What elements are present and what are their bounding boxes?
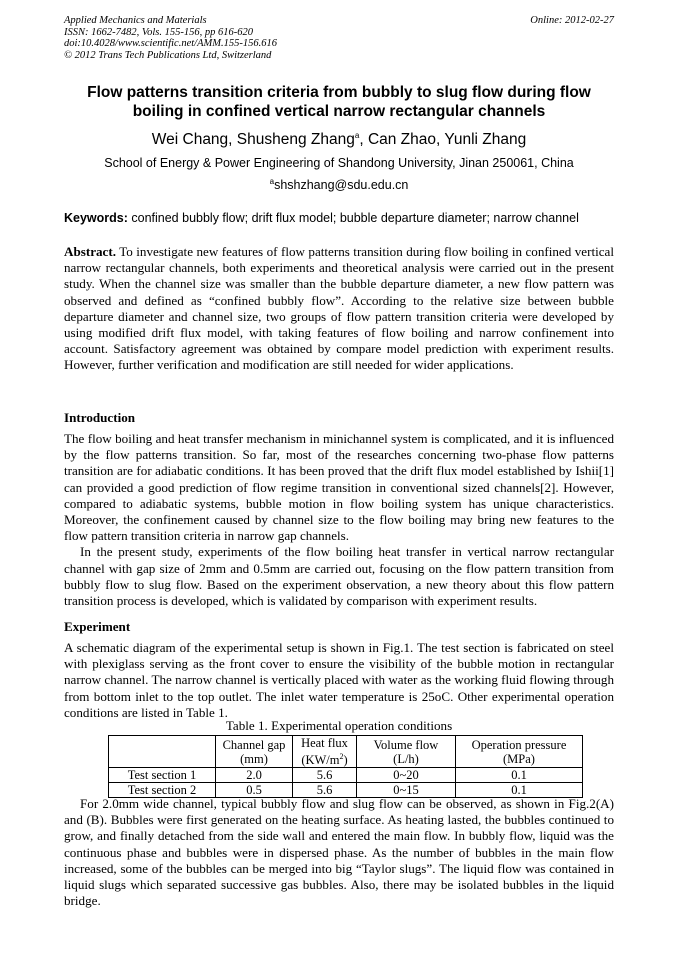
header-cell: Operation pressure (MPa)	[456, 736, 583, 768]
introduction-section	[64, 410, 614, 609]
table-header-row	[109, 736, 583, 768]
table-caption: Table 1. Experimental operation conditions	[225, 718, 453, 733]
section-heading: Experiment	[64, 619, 131, 634]
author: Shusheng Zhang	[236, 131, 355, 149]
affiliation-mark: a	[269, 177, 275, 186]
paragraph: The flow boiling and heat transfer mechanism in minichannel system is complicated, and it is influenced by the flow patterns transition. So far, most of the researches concerning two-phase flow patterns transition are for adiabatic conditions. It has been proved that the drift flux model established by Ishii[1] can provided a good prediction of flow regime transition in conventional sized channels[2]. However, compared to adiabatic systems, bubble motion in flow boiling system has unique characteristics. Moreover, the confinement caused by channel size to the flow boiling may bring new features to the flow pattern transition criteria in narrow gap channels.	[64, 431, 614, 544]
experiment-continued	[64, 796, 614, 909]
paragraph: For 2.0mm wide channel, typical bubbly flow and slug flow can be observed, as shown in Fig.2(A) and (B). Bubbles were first generated on the heating surface. As heating lasted, the bubbles continued to grow, and finally detached from the side wall and entered the main flow. In bubbly flow, liquid was the continuous phase and bubbles were in dispersed phase. As the number of bubbles in the main flow increased, some of the bubbles can be merged into big “Taylor slugs”. The liquid flow was contained in liquid slugs which separated successive gas bubbles. Also, there may be isolated bubbles in the liquid bridge.	[64, 796, 614, 909]
cell: 0.1	[456, 783, 583, 798]
author: Wei Chang,	[151, 131, 237, 149]
header-cell: Channel gap (mm)	[216, 736, 293, 768]
email-address: shshzhang@sdu.edu.cn	[274, 178, 409, 193]
keywords-text: confined bubbly flow; drift flux model; bubble departure diameter; narrow channel	[127, 211, 579, 225]
cell: 5.6	[293, 783, 357, 798]
journal-header	[64, 15, 277, 61]
doi: doi:10.4028/www.scientific.net/AMM.155-156.616	[64, 38, 277, 49]
paragraph: In the present study, experiments of the flow boiling heat transfer in vertical narrow rectangular channel with gap size of 2mm and 0.5mm are carried out, focusing on the flow pattern transition from bubbly flow to slug flow. Based on the experiment observation, a new theory about this flow pattern transition process is developed, which is validated by comparison with experiment results.	[64, 544, 614, 609]
cell: 0~20	[357, 768, 456, 783]
affiliation: School of Energy & Power Engineering of Shandong University, Jinan 250061, China	[104, 156, 574, 170]
journal-name: Applied Mechanics and Materials	[64, 15, 207, 26]
conditions-table	[108, 735, 583, 798]
paragraph: A schematic diagram of the experimental setup is shown in Fig.1. The test section is fabricated on steel with plexiglass serving as the front cover to ensure the visibility of the bubble motion in rectangular narrow channel. The narrow channel is vertically placed with water as the working fluid flowing through from bottom inlet to the top outlet. The inlet water temperature is 25oC. Other experimental operation conditions are listed in Table 1.	[64, 640, 614, 720]
header-cell: Volume flow (L/h)	[357, 736, 456, 768]
cell: Test section 1	[109, 768, 216, 783]
abstract	[64, 244, 614, 374]
keywords-label: Keywords:	[64, 211, 128, 225]
cell: 0~15	[357, 783, 456, 798]
table-row	[109, 768, 583, 783]
cell: Test section 2	[109, 783, 216, 798]
issn: ISSN: 1662-7482, Vols. 155-156, pp 616-620	[64, 26, 253, 38]
section-heading: Introduction	[64, 410, 136, 425]
abstract-label: Abstract.	[64, 244, 116, 259]
experiment-section	[64, 619, 614, 721]
cell: 0.5	[216, 783, 293, 798]
header-cell: Heat flux $(KW/m^2)$	[293, 736, 357, 768]
cell: 0.1	[456, 768, 583, 783]
paper-title: Flow patterns transition criteria from bubbly to slug flow during flow boiling in confined vertical narrow rectangular channels	[87, 84, 591, 120]
copyright: © 2012 Trans Tech Publications Ltd, Switzerland	[64, 49, 272, 61]
online-date: Online: 2012-02-27	[530, 15, 614, 26]
header-cell	[109, 736, 216, 768]
cell: 2.0	[216, 768, 293, 783]
authors	[64, 131, 614, 149]
affiliation-mark: a	[354, 131, 360, 140]
author: , Can Zhao, Yunli Zhang	[359, 131, 527, 149]
abstract-text: To investigate new features of flow patterns transition during flow boiling in confined vertical narrow rectangular channels, both experiments and theoretical analysis were carried out in the present study. When the channel size was smaller than the bubble departure diameter, a new flow pattern was observed and defined as “confined bubbly flow”. According to the relative size between bubble departure diameter and channel size, two groups of flow pattern transition criteria were developed by using modified drift flux model, with taking features of flow boiling and narrow confinement into account. Satisfactory agreement was obtained by compare model prediction with experiment results. However, further verification and modification are still needed for wider applications.	[64, 244, 614, 373]
keywords	[64, 211, 579, 225]
cell: 5.6	[293, 768, 357, 783]
email	[64, 177, 614, 192]
